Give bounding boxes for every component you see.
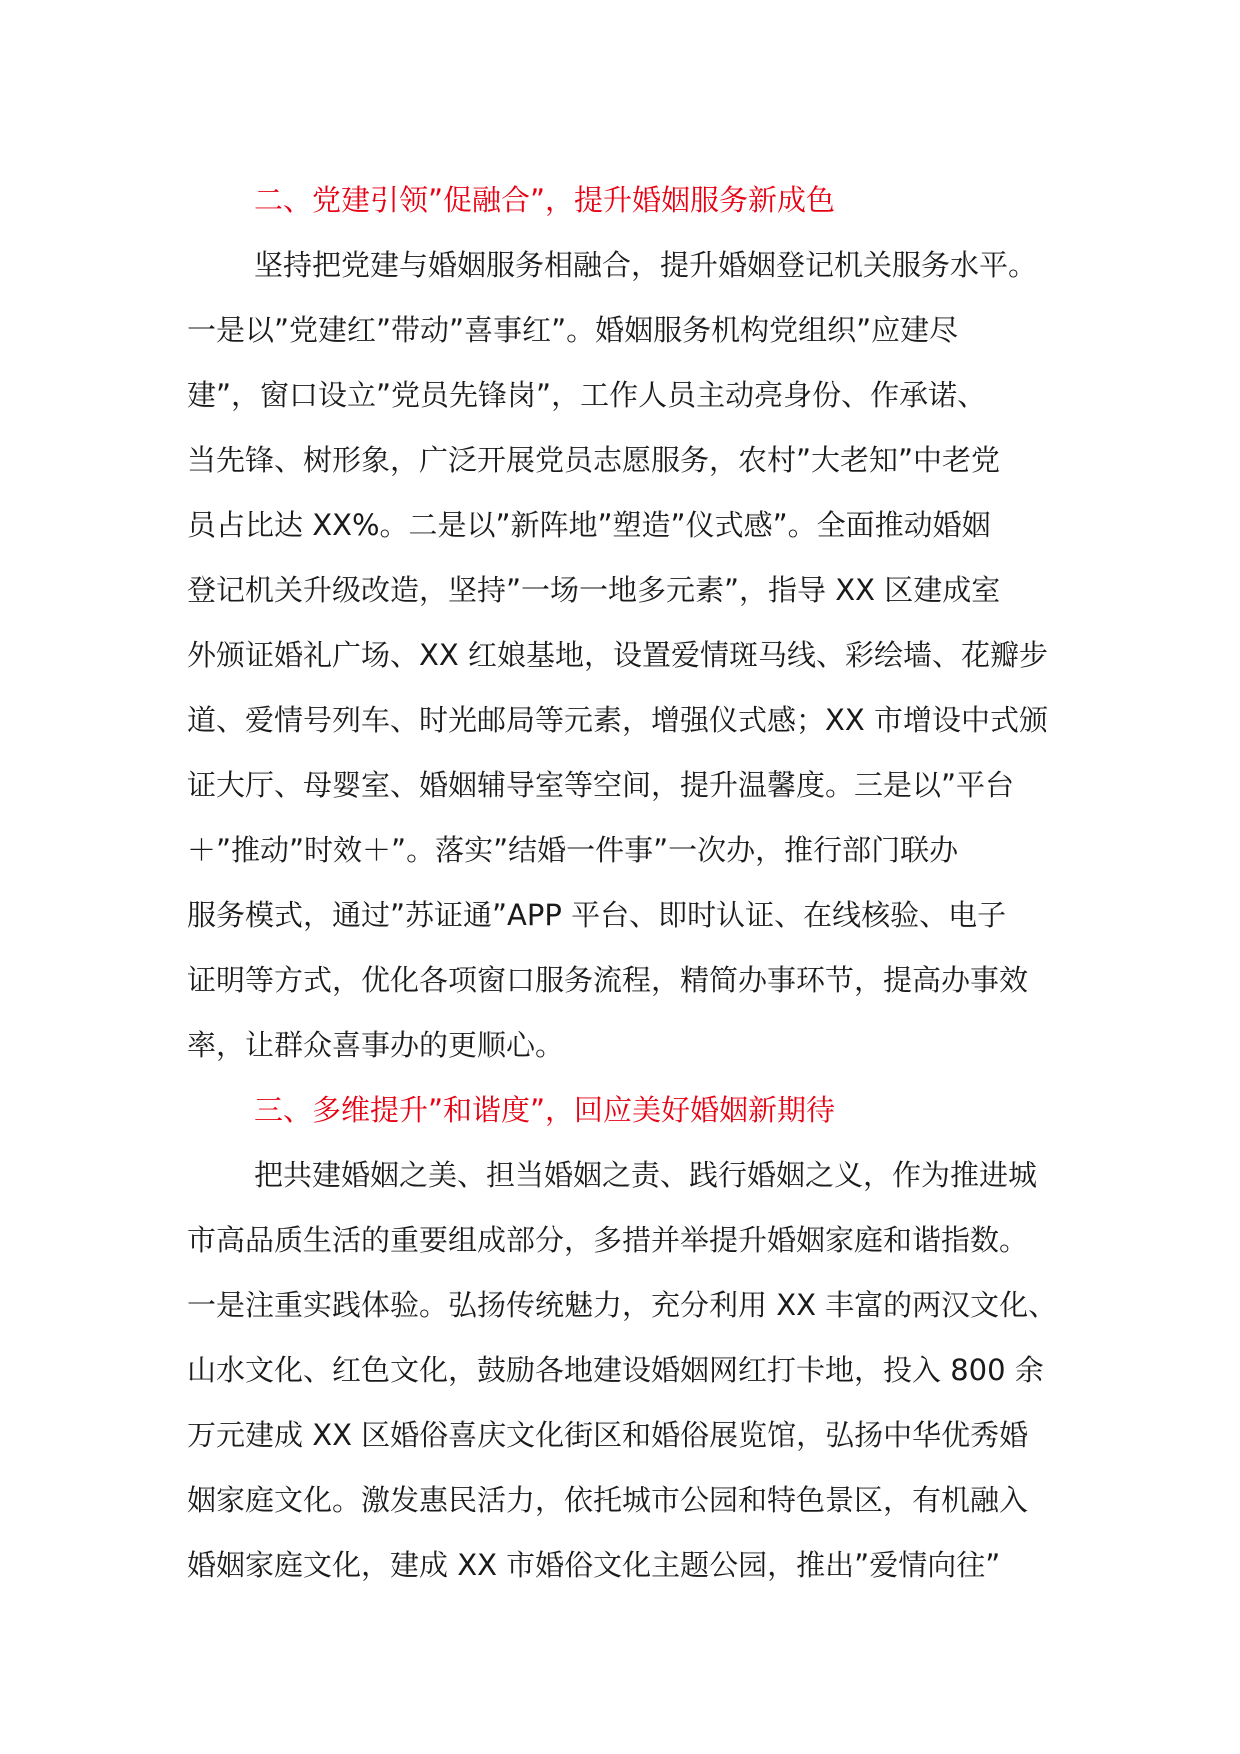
paragraph-line: 员占比达 XX%。二是以”新阵地”塑造”仪式感”。全面推动婚姻	[187, 508, 991, 542]
paragraph-line: 登记机关升级改造，坚持”一场一地多元素”，指导 XX 区建成室	[187, 573, 1001, 607]
paragraph-line: 万元建成 XX 区婚俗喜庆文化街区和婚俗展览馆，弘扬中华优秀婚	[187, 1418, 1029, 1452]
paragraph-line: 一是注重实践体验。弘扬传统魅力，充分利用 XX 丰富的两汉文化、	[187, 1288, 1058, 1322]
paragraph-line: ＋”推动”时效＋”。落实”结婚一件事”一次办，推行部门联办	[187, 833, 959, 867]
paragraph-line: 山水文化、红色文化，鼓励各地建设婚姻网红打卡地，投入 800 余	[187, 1353, 1044, 1387]
paragraph-line: 证明等方式，优化各项窗口服务流程，精简办事环节，提高办事效	[187, 963, 1029, 997]
paragraph-line: 把共建婚姻之美、担当婚姻之责、践行婚姻之义，作为推进城	[254, 1158, 1038, 1192]
document-body	[187, 168, 1067, 1598]
section-3-paragraph	[187, 1143, 1067, 1598]
paragraph-line: 一是以”党建红”带动”喜事红”。婚姻服务机构党组织”应建尽	[187, 313, 959, 347]
paragraph-line: 当先锋、树形象，广泛开展党员志愿服务，农村”大老知”中老党	[187, 443, 1001, 477]
section-heading-2: 二、党建引领”促融合”，提升婚姻服务新成色	[254, 183, 836, 217]
section-2-paragraph	[187, 233, 1067, 1078]
paragraph-line: 服务模式，通过”苏证通”APP 平台、即时认证、在线核验、电子	[187, 898, 1007, 932]
paragraph-line: 市高品质生活的重要组成部分，多措并举提升婚姻家庭和谐指数。	[187, 1223, 1029, 1257]
section-heading-3: 三、多维提升”和谐度”，回应美好婚姻新期待	[254, 1093, 836, 1127]
paragraph-line: 建”，窗口设立”党员先锋岗”，工作人员主动亮身份、作承诺、	[187, 378, 987, 412]
paragraph-line: 率，让群众喜事办的更顺心。	[187, 1028, 565, 1062]
paragraph-line: 道、爱情号列车、时光邮局等元素，增强仪式感；XX 市增设中式颁	[187, 703, 1048, 737]
paragraph-line: 坚持把党建与婚姻服务相融合，提升婚姻登记机关服务水平。	[254, 248, 1038, 282]
paragraph-line: 外颁证婚礼广场、XX 红娘基地，设置爱情斑马线、彩绘墙、花瓣步	[187, 638, 1048, 672]
paragraph-line: 姻家庭文化。激发惠民活力，依托城市公园和特色景区，有机融入	[187, 1483, 1029, 1517]
paragraph-line: 证大厅、母婴室、婚姻辅导室等空间，提升温馨度。三是以”平台	[187, 768, 1015, 802]
paragraph-line: 婚姻家庭文化，建成 XX 市婚俗文化主题公园，推出”爱情向往”	[187, 1548, 1001, 1582]
